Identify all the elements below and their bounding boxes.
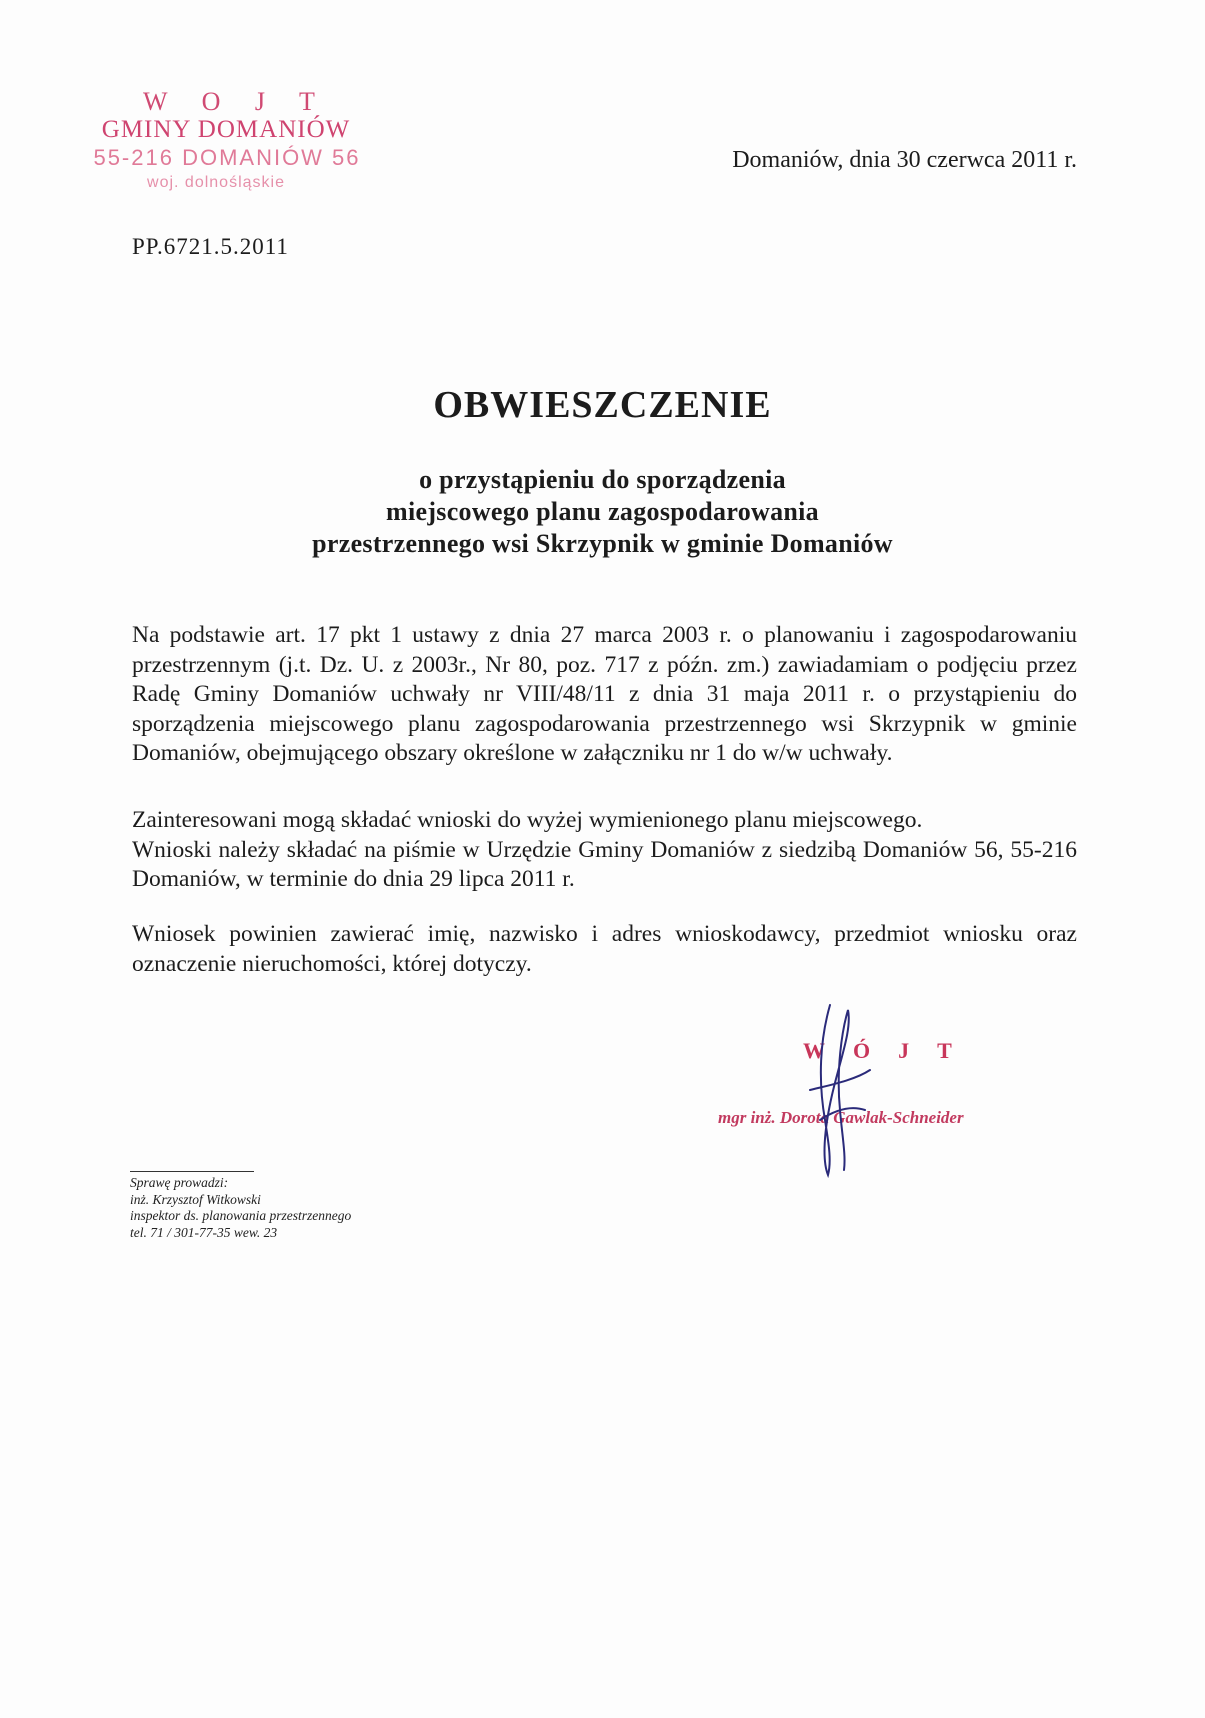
reference-number: PP.6721.5.2011 bbox=[132, 234, 289, 259]
paragraph-submissions bbox=[132, 806, 1077, 895]
paragraph-text: Na podstawie art. 17 pkt 1 ustawy z dnia 27 marca 2003 r. o planowaniu i zagospodarowaniu przestrzennym (j.t. Dz. U. z 2003r., Nr 80, poz. 717 z późn. zm.) zawiadamiam o podjęciu przez Radę Gminy Domaniów uchwały nr VIII/48/11 z dnia 31 maja 2011 r. o przystąpieniu do sporządzenia miejscowego planu zagospodarowania przestrzennego wsi Skrzypnik w gminie Domaniów, obejmującego obszary określone w załączniku nr 1 do w/w uchwały. bbox=[132, 622, 1077, 766]
signature-block bbox=[700, 1000, 1080, 1200]
document-title: OBWIESZCZENIE bbox=[433, 384, 772, 426]
paragraph-legal-basis bbox=[132, 621, 1077, 769]
stamp-address: 55-216 DOMANIÓW 56 bbox=[93, 145, 361, 170]
document-subtitle bbox=[0, 464, 1205, 560]
handwritten-signature-icon bbox=[770, 1000, 890, 1180]
prepared-by-phone: tel. 71 / 301-77-35 wew. 23 bbox=[130, 1224, 278, 1240]
signature-title: WÓJT bbox=[803, 1038, 980, 1063]
prepared-by-name: inż. Krzysztof Witkowski bbox=[130, 1191, 261, 1207]
prepared-by-label: Sprawę prowadzi: bbox=[130, 1175, 229, 1190]
subtitle-line-3: przestrzennego wsi Skrzypnik w gminie Domaniów bbox=[312, 529, 893, 558]
prepared-by-divider bbox=[130, 1171, 254, 1172]
paragraph-text: Wnioski należy składać na piśmie w Urzędzie Gminy Domaniów z siedzibą Domaniów 56, 55-216 Domaniów, w terminie do dnia 29 lipca 2011 r. bbox=[132, 836, 1077, 892]
subtitle-line-1: o przystąpieniu do sporządzenia bbox=[419, 465, 786, 494]
office-stamp bbox=[86, 88, 386, 194]
stamp-title: W O J T bbox=[143, 87, 329, 116]
prepared-by-block bbox=[130, 1175, 351, 1241]
paragraph-text: Zainteresowani mogą składać wnioski do wyżej wymienionego planu miejscowego. bbox=[132, 807, 923, 833]
subtitle-line-2: miejscowego planu zagospodarowania bbox=[386, 497, 819, 526]
paragraph-requirements bbox=[132, 920, 1077, 979]
prepared-by-position: inspektor ds. planowania przestrzennego bbox=[130, 1208, 352, 1223]
stamp-org: GMINY DOMANIÓW bbox=[101, 116, 351, 143]
stamp-region: woj. dolnośląskie bbox=[147, 174, 285, 191]
document-date: Domaniów, dnia 30 czerwca 2011 r. bbox=[732, 147, 1077, 173]
signature-name: mgr inż. Dorota Gawlak-Schneider bbox=[718, 1108, 964, 1127]
paragraph-text: Wniosek powinien zawierać imię, nazwisko i adres wnioskodawcy, przedmiot wniosku oraz oznaczenie nieruchomości, której dotyczy. bbox=[132, 921, 1077, 977]
